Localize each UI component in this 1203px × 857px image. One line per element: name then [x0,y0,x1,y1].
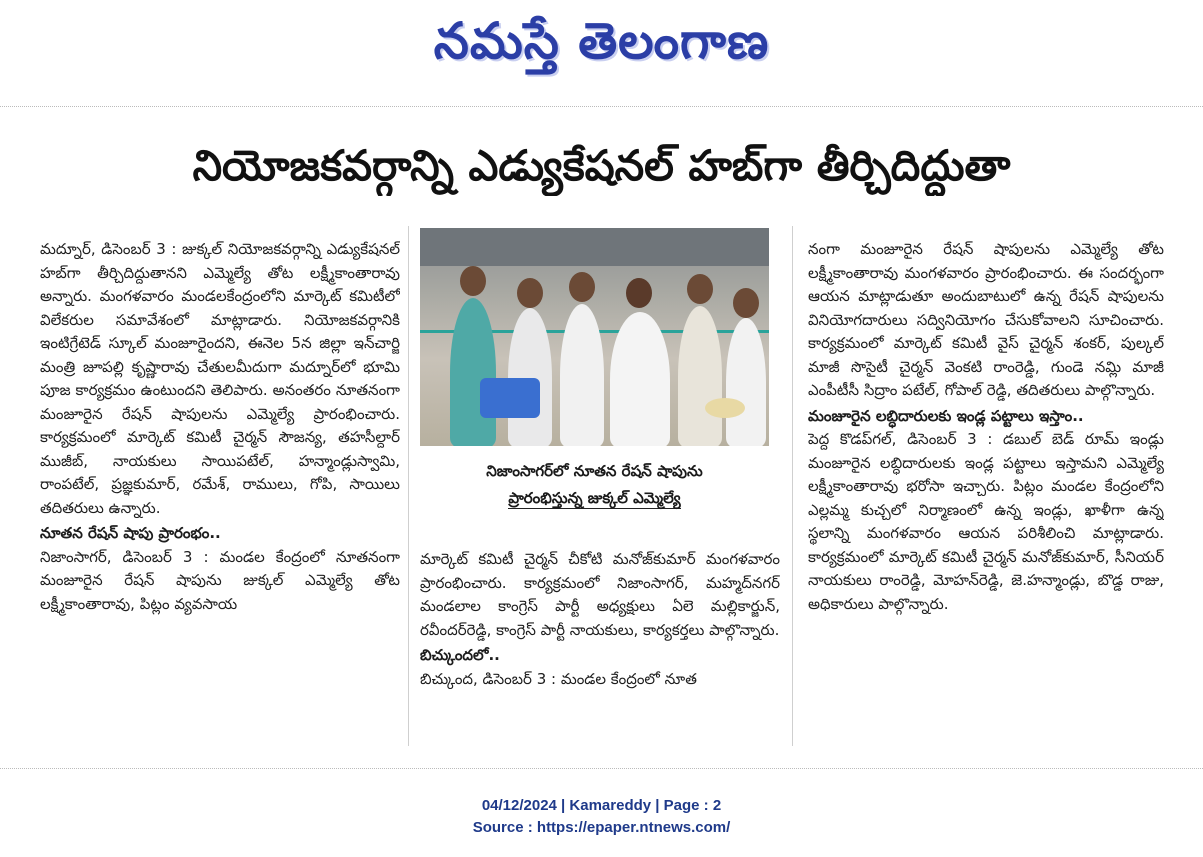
article-column-middle [420,548,780,740]
top-divider [0,100,1203,107]
left-paragraph-1: మద్నూర్, డిసెంబర్ 3 : జుక్కల్ నియోజకవర్గాన్ని ఎడ్యుకేషనల్ హబ్‌గా తీర్చిదిద్దుతానని ఎమ్మెల్యే తోట లక్ష్మీకాంతారావు అన్నారు. మంగళవారం మండలకేంద్రంలోని మార్కెట్ కమిటీలో విలేకరుల సమావేశంలో మాట్లాడారు. నియోజకవర్గానికి ఇంటిగ్రేటెడ్ స్కూల్ మంజూరైందని, ఈనెల 5న జిల్లా ఇన్‌చార్జి మంత్రి జూపల్లి కృష్ణారావు చేతులమీదుగా మద్నూర్‌లో భూమి పూజ కార్యక్రమం ఉంటుందని తెలిపారు. అనంతరం నూతనంగా మంజూరైన రేషన్ షాపులను ఎమ్మెల్యే ప్రారంభించారు. కార్యక్రమంలో మార్కెట్ కమిటీ చైర్మన్ సౌజన్య, తహసీల్దార్ ముజీబ్, నాయకులు సాయిపటేల్, హన్మాండ్లుస్వామి, రాంపటేల్, ప్రజ్ఞకుమార్, రమేశ్, రాములు, గోపి, సాయిలు తదితరులు ఉన్నారు. [40,240,400,517]
caption-line-1: నిజాంసాగర్‌లో నూతన రేషన్ షాపును [486,462,703,480]
column-divider-2 [792,226,793,746]
photo-caption [420,458,769,512]
article-column-right [808,238,1164,740]
article-column-left [40,238,400,740]
right-subheading: మంజూరైన లబ్ధిదారులకు ఇండ్ల పట్టాలు ఇస్తాం.. [808,406,1084,425]
caption-line-2: ప్రారంభిస్తున్న జుక్కల్ ఎమ్మెల్యే [508,489,681,507]
page-footer [0,795,1203,839]
middle-paragraph-2: బిచ్కుంద, డిసెంబర్ 3 : మండల కేంద్రంలో నూత [420,669,697,688]
news-photo [420,228,769,446]
newspaper-masthead: నమస్తే తెలంగాణ [433,12,770,70]
bottom-divider [0,768,1203,775]
photo-canopy [420,228,769,266]
right-paragraph-1: నంగా మంజూరైన రేషన్ షాపులను ఎమ్మెల్యే తోట లక్ష్మీకాంతారావు మంగళవారం ప్రారంభించారు. ఈ సందర్భంగా ఆయన మాట్లాడుతూ అందుబాటులో ఉన్న రేషన్ షాపులను వినియోగదారులు సద్వినియోగం చేసుకోవాలని సూచించారు. కార్యక్రమంలో మార్కెట్ కమిటీ వైస్ చైర్మన్ శంకర్, పుల్కల్ మాజీ సొసైటీ చైర్మన్ వెంకటి రాంరెడ్డి, గుండె నమ్లి మాజీ ఎంపీటీసీ సిద్రాం పటేల్, గోపాల్ రెడ్డి, తదితరులు పాల్గొన్నారు. [808,240,1164,399]
middle-paragraph-1: మార్కెట్ కమిటీ చైర్మన్ చీకోటి మనోజ్‌కుమార్ మంగళవారం ప్రారంభించారు. కార్యక్రమంలో నిజాంసాగర్, మహ్మద్‌నగర్ మండలాల కాంగ్రెస్ పార్టీ అధ్యక్షులు ఏలె మల్లికార్జున్, రవీందర్‌రెడ్డి, కాంగ్రెస్ పార్టీ నాయకులు, కార్యకర్తలు పాల్గొన్నారు. [420,550,780,639]
footer-source-link[interactable]: Source : https://epaper.ntnews.com/ [472,819,731,836]
column-divider-1 [408,226,409,746]
right-paragraph-2: పెద్ద కొడప్‌గల్, డిసెంబర్ 3 : డబుల్ బెడ్ రూమ్ ఇండ్లు మంజూరైన లబ్ధిదారులకు ఇండ్ల పట్టాలు ఇస్తామని ఎమ్మెల్యే లక్ష్మీకాంతారావు భరోసా ఇచ్చారు. పిట్లం మండల కేంద్రంలోని ఎల్లమ్మ కుచ్చలో నిర్మాణంలో ఉన్న ఇండ్లు, ఖాళీగా ఉన్న స్థలాన్ని మంగళవారం ఆయన పరిశీలించి మాట్లాడారు. కార్యక్రమంలో మార్కెట్ కమిటీ చైర్మన్ మనోజ్‌కుమార్, సీనియర్ నాయకులు రాంరెడ్డి, మోహన్‌రెడ్డి, జె.హన్మాండ్లు, బొడ్డ రాజు, అధికారులు పాల్గొన్నారు. [808,430,1164,613]
left-paragraph-2: నిజాంసాగర్, డిసెంబర్ 3 : మండల కేంద్రంలో నూతనంగా మంజూరైన రేషన్ షాపును జుక్కల్ ఎమ్మెల్యే తోట లక్ష్మీకాంతారావు, పిట్లం వ్యవసాయ [40,547,400,613]
left-subheading: నూతన రేషన్ షాపు ప్రారంభం.. [40,524,221,542]
middle-subheading: బిచ్కుందలో.. [420,646,500,664]
footer-date-edition: 04/12/2024 | Kamareddy | Page : 2 [481,797,722,814]
article-headline: నియోజకవర్గాన్ని ఎడ్యుకేషనల్ హబ్‌గా తీర్చిదిద్దుతా [192,141,1011,190]
